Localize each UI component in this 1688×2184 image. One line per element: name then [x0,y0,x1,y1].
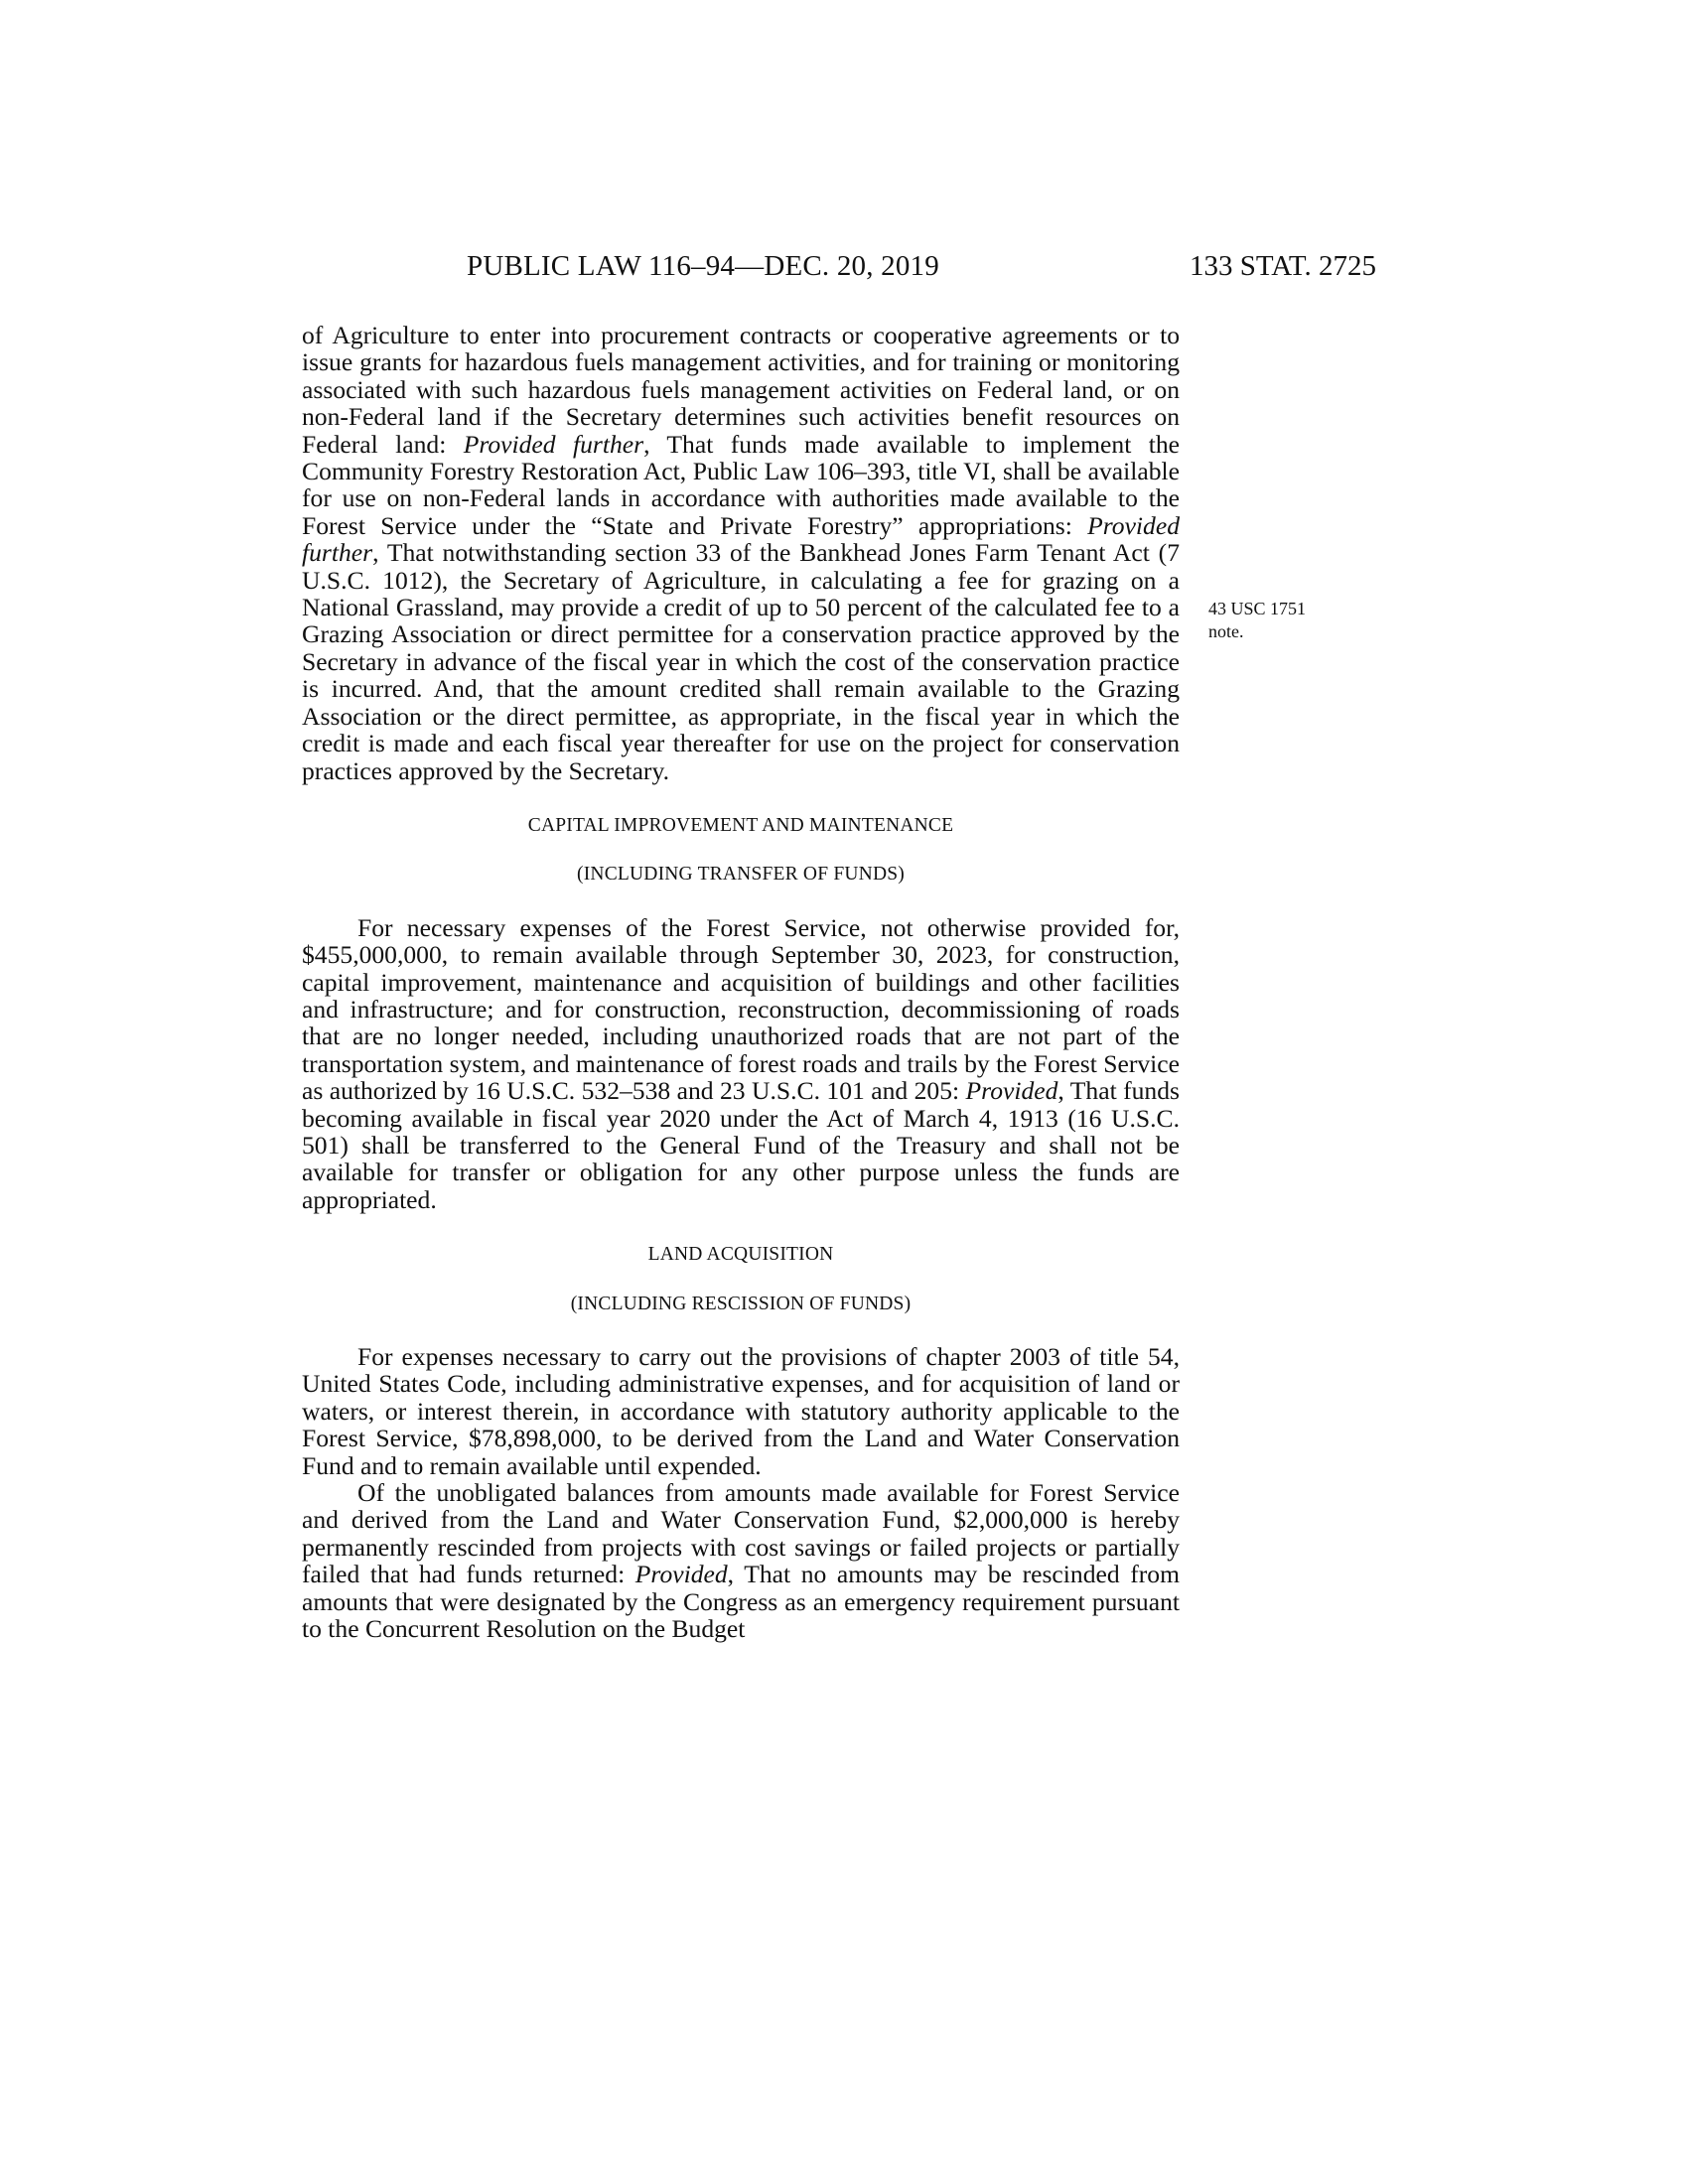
text-run: Of the unobligated balances from amounts made available for Forest Service and derived from the Land and Water Conservation Fund, $2,000,000 is hereby permanently rescinded from projects with cost savings or failed projects or partially failed that had funds returned: [302,1478,1180,1589]
italic-proviso: Provided [634,1560,728,1589]
public-law-title: PUBLIC LAW 116–94—DEC. 20, 2019 [467,250,939,282]
text-run: of Agriculture to enter into procurement contracts or cooperative agreements or to issue grants for hazardous fuels management activities, and for training or monitoring associated with such hazardous fuels management activities on Federal land, or on non-Federal land if the Secretary determines such activities benefit resources on Federal land: [302,321,1180,459]
section-heading-land: LAND ACQUISITION [647,1244,834,1266]
section-subheading-transfer: (INCLUDING TRANSFER OF FUNDS) [577,864,905,886]
text-run: For necessary expenses of the Forest Service, not otherwise provided for, $455,000,000, to remain available through September 30, 2023, for construction, capital improvement, maintenance and acquisition of buildings and other facilities and infrastructure; and for construction, reconstruction, decommissioning of roads that are no longer needed, including unauthorized roads that are not part of the transportation system, and maintenance of forest roads and trails by the Forest Service as authorized by 16 U.S.C. 532–538 and 23 U.S.C. 101 and 205: [302,912,1180,1106]
italic-proviso: Provided further [302,510,1180,568]
capital-improvement-paragraph [302,914,1180,1213]
marginal-citation: 43 USC 1751 [1208,599,1307,618]
text-run: , That no amounts may be rescinded from amounts that were designated by the Congress as an emergency requirement pursuant to the Concurrent Resolution on the Budget [302,1560,1180,1644]
statute-page-number: 133 STAT. 2725 [1189,250,1376,282]
section-subheading-rescission: (INCLUDING RESCISSION OF FUNDS) [570,1293,912,1314]
text-run: , That funds made available to implement the Community Forestry Restoration Act, Public Law 106–393, title VI, shall be available for use on non-Federal lands in accordance with authorities made available to the Forest Service under the “State and Private Forestry” appropriations: [302,429,1180,540]
italic-proviso: Provided [965,1076,1058,1106]
marginal-note [1208,598,1306,643]
continued-paragraph [302,322,1180,784]
text-run: , That funds becoming available in fiscal year 2020 under the Act of March 4, 1913 (16 U.S.C. 501) shall be transferred to the General Fund of the Treasury and shall not be available for transfer or obligation for any other purpose unless the funds are appropriated. [302,1076,1180,1214]
italic-proviso: Provided further [463,429,644,459]
land-acquisition-paragraph: For expenses necessary to carry out the provisions of chapter 2003 of title 54, United States Code, including administrative expenses, and for acquisition of land or waters, or interest therein, in accordance with statutory authority applicable to the Forest Service, $78,898,000, to be derived from the Land and Water Conservation Fund and to remain available until expended. [302,1342,1180,1480]
rescission-paragraph [302,1479,1180,1642]
page-header [298,250,1376,290]
marginal-note-label: note. [1208,621,1244,641]
section-heading-capital: CAPITAL IMPROVEMENT AND MAINTENANCE [527,814,954,836]
text-run: , That notwithstanding section 33 of the Bankhead Jones Farm Tenant Act (7 U.S.C. 1012), the Secretary of Agriculture, in calculating a fee for grazing on a National Grassland, may provide a credit of up to 50 percent of the calculated fee to a Grazing Association or direct permittee for a conservation practice approved by the Secretary in advance of the fiscal year in which the cost of the conservation practice is incurred. And, that the amount credited shall remain available to the Grazing Association or the direct permittee, as appropriate, in the fiscal year in which the credit is made and each fiscal year thereafter for use on the project for conservation practices approved by the Secretary. [302,538,1180,785]
document-body [302,322,1180,1642]
